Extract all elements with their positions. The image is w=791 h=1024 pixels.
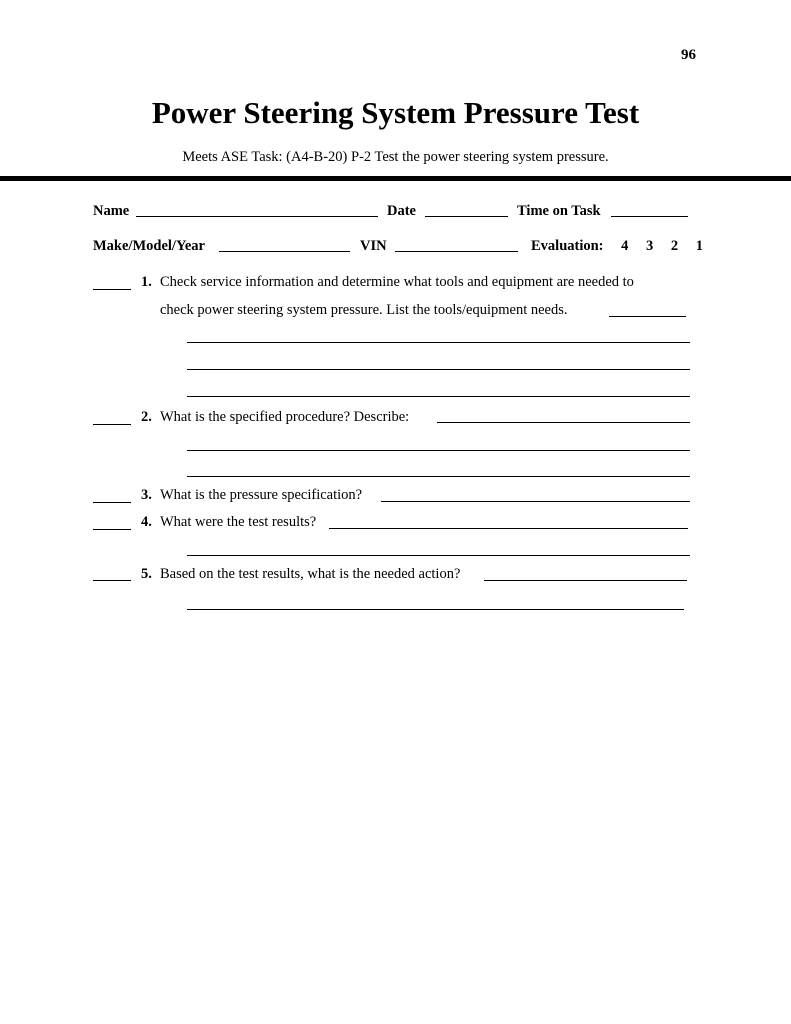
task-1-text-line1: Check service information and determine what tools and equipment are needed to [160,274,634,290]
task-1-answer-inline[interactable] [609,316,686,317]
task-4-checkbox-line[interactable] [93,529,131,530]
name-label: Name [93,203,130,219]
make-model-year-label: Make/Model/Year [93,238,205,254]
task-3-checkbox-line[interactable] [93,502,131,503]
task-3-number: 3. [141,487,152,503]
task-2-answer-line-1[interactable] [187,450,690,451]
task-5-answer-line-1[interactable] [187,609,684,610]
task-3-text: What is the pressure specification? [160,487,363,503]
task-1-answer-line-3[interactable] [187,396,690,397]
evaluation-score-2[interactable]: 2 [670,238,679,254]
vin-field[interactable] [395,251,518,252]
task-4-answer-inline[interactable] [329,528,688,529]
task-5-checkbox-line[interactable] [93,580,131,581]
task-1-text-line2: check power steering system pressure. List the tools/equipment needs. [160,302,568,318]
page-number: 96 [681,47,696,63]
evaluation-score-1[interactable]: 1 [695,238,704,254]
task-1-number: 1. [141,274,152,290]
task-2-answer-line-2[interactable] [187,476,690,477]
task-2-text: What is the specified procedure? Describe: [160,409,410,425]
evaluation-score-3[interactable]: 3 [646,238,654,254]
task-1-answer-line-1[interactable] [187,342,690,343]
vin-label: VIN [360,238,387,254]
task-1-checkbox-line[interactable] [93,289,131,290]
time-on-task-field[interactable] [611,216,688,217]
evaluation-score-4[interactable]: 4 [621,238,629,254]
task-4-number: 4. [141,514,152,530]
task-4-answer-line-1[interactable] [187,555,690,556]
task-1-answer-line-2[interactable] [187,369,690,370]
evaluation-label: Evaluation: [531,238,604,254]
task-2-checkbox-line[interactable] [93,424,131,425]
date-field[interactable] [425,216,508,217]
task-3-answer-line[interactable] [381,501,690,502]
task-2-answer-inline[interactable] [437,422,690,423]
task-4-text: What were the test results? [160,514,317,530]
task-2-number: 2. [141,409,152,425]
date-label: Date [387,203,416,219]
page-title: Power Steering System Pressure Test [151,95,640,130]
task-5-text: Based on the test results, what is the needed action? [160,566,461,582]
evaluation-group [531,238,703,255]
time-on-task-label: Time on Task [517,203,601,219]
name-field[interactable] [136,216,378,217]
make-model-year-field[interactable] [219,251,350,252]
task-5-answer-inline[interactable] [484,580,687,581]
task-5-number: 5. [141,566,152,582]
page-subtitle: Meets ASE Task: (A4-B-20) P-2 Test the power steering system pressure. [182,149,609,165]
header-divider [0,176,791,181]
